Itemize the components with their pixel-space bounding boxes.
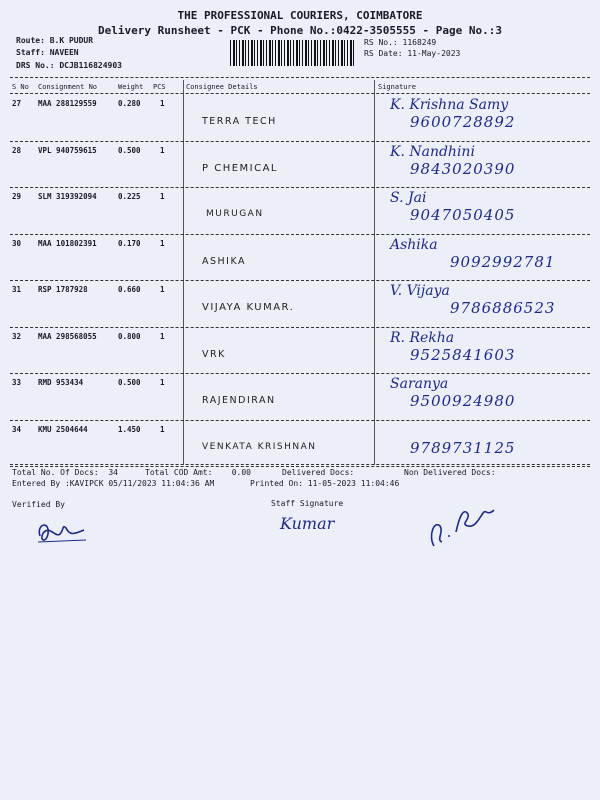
row-consignee: VRK xyxy=(202,348,226,360)
entered-by: Entered By :KAVIPCK 05/11/2023 11:04:36 AM xyxy=(12,479,215,488)
table-row xyxy=(10,328,590,375)
row-sno: 33 xyxy=(12,378,22,387)
cod-amount: Total COD Amt: 0.00 xyxy=(145,468,251,477)
row-pcs: 1 xyxy=(160,331,165,341)
col-consignee: Consignee Details xyxy=(186,83,258,91)
company-title: THE PROFESSIONAL COURIERS, COIMBATORE xyxy=(177,9,423,22)
col-consignment: Consignment No xyxy=(38,83,98,91)
barcode xyxy=(230,40,356,66)
row-signature-phone: 9843020390 xyxy=(410,159,516,178)
row-consignee: P CHEMICAL xyxy=(202,162,279,174)
row-sno: 32 xyxy=(12,331,22,341)
row-pcs: 1 xyxy=(160,99,165,108)
row-signature-name: K. Nandhini xyxy=(390,143,475,160)
staff-label: Staff: NAVEEN xyxy=(16,48,79,57)
route-label: Route: B.K PUDUR xyxy=(16,36,94,45)
table-row xyxy=(10,142,590,189)
row-signature-name: S. Jai xyxy=(390,190,427,206)
row-weight: 0.500 xyxy=(118,378,141,387)
col-signature: Signature xyxy=(378,83,416,91)
row-consignment: KMU 2504644 xyxy=(38,424,88,434)
row-sno: 31 xyxy=(12,285,22,294)
table-row xyxy=(10,188,590,235)
row-pcs: 1 xyxy=(160,378,165,387)
row-consignment: RSP 1787928 xyxy=(38,285,88,294)
row-signature-phone: 9789731125 xyxy=(410,438,516,457)
col-sno: S No xyxy=(12,83,29,91)
total-docs: Total No. Of Docs: 34 xyxy=(12,468,118,477)
row-weight: 1.450 xyxy=(118,424,141,434)
row-signature-name: R. Rekha xyxy=(390,329,455,346)
row-sno: 30 xyxy=(12,238,22,248)
row-signature-name: Ashika xyxy=(390,236,438,253)
row-consignee: RAJENDIRAN xyxy=(202,395,276,406)
divider xyxy=(10,77,590,78)
printed-on: Printed On: 11-05-2023 11:04:46 xyxy=(250,479,400,488)
row-signature-phone: 9092992781 xyxy=(450,252,556,271)
table-row xyxy=(10,95,590,142)
rs-date: RS Date: 11-May-2023 xyxy=(364,49,461,58)
row-consignee: MURUGAN xyxy=(206,209,264,219)
row-weight: 0.500 xyxy=(118,145,141,155)
col-weight: Weight xyxy=(118,83,144,91)
row-consignee: TERRA TECH xyxy=(202,116,277,127)
rs-number: RS No.: 1168249 xyxy=(364,38,437,47)
row-pcs: 1 xyxy=(160,285,165,294)
row-weight: 0.800 xyxy=(118,331,141,341)
row-signature-phone: 9047050405 xyxy=(410,206,516,224)
row-divider xyxy=(10,466,590,467)
row-consignee: VIJAYA KUMAR. xyxy=(202,302,295,313)
row-sno: 28 xyxy=(12,145,22,155)
row-consignment: SLM 319392094 xyxy=(38,192,97,201)
row-signature-name: K. Krishna Samy xyxy=(390,97,509,113)
verified-signature xyxy=(34,514,94,548)
row-pcs: 1 xyxy=(160,145,165,155)
staff-signature-mark xyxy=(424,502,504,554)
delivered-docs: Delivered Docs: xyxy=(282,468,355,477)
row-weight: 0.170 xyxy=(118,238,141,248)
row-signature-phone: 9600728892 xyxy=(410,113,516,131)
row-pcs: 1 xyxy=(160,192,165,201)
row-consignment: MAA 288129559 xyxy=(38,99,97,108)
row-consignee: VENKATA KRISHNAN xyxy=(202,441,317,452)
row-weight: 0.280 xyxy=(118,99,141,108)
row-signature-phone: 9786886523 xyxy=(450,299,556,317)
staff-signature-label: Staff Signature xyxy=(271,499,344,508)
row-consignment: RMD 953434 xyxy=(38,378,84,387)
row-weight: 0.225 xyxy=(118,192,141,201)
row-sno: 29 xyxy=(12,192,22,201)
verified-by-label: Verified By xyxy=(12,500,65,509)
runsheet-subtitle: Delivery Runsheet - PCK - Phone No.:0422-3505555 - Page No.:3 xyxy=(98,24,502,37)
row-consignment: MAA 298568055 xyxy=(38,331,97,341)
row-consignment: VPL 940759615 xyxy=(38,145,97,155)
row-signature-phone: 9500924980 xyxy=(410,392,516,410)
row-signature-name: Saranya xyxy=(390,376,449,392)
divider xyxy=(10,464,590,465)
row-signature-phone: 9525841603 xyxy=(410,345,516,364)
non-delivered-docs: Non Delivered Docs: xyxy=(404,468,496,477)
table-row xyxy=(10,374,590,421)
row-consignee: ASHIKA xyxy=(202,255,247,267)
row-pcs: 1 xyxy=(160,424,165,434)
row-signature-name: V. Vijaya xyxy=(390,283,450,299)
table-row xyxy=(10,281,590,328)
row-sno: 34 xyxy=(12,424,22,434)
drs-number: DRS No.: DCJB116824903 xyxy=(16,61,122,70)
row-weight: 0.660 xyxy=(118,285,141,294)
table-row xyxy=(10,235,590,282)
row-sno: 27 xyxy=(12,99,22,108)
col-pcs: PCS xyxy=(153,83,166,91)
row-consignment: MAA 101802391 xyxy=(38,238,97,248)
table-row xyxy=(10,421,590,468)
divider xyxy=(10,93,590,94)
staff-signature: Kumar xyxy=(280,514,335,533)
row-pcs: 1 xyxy=(160,238,165,248)
